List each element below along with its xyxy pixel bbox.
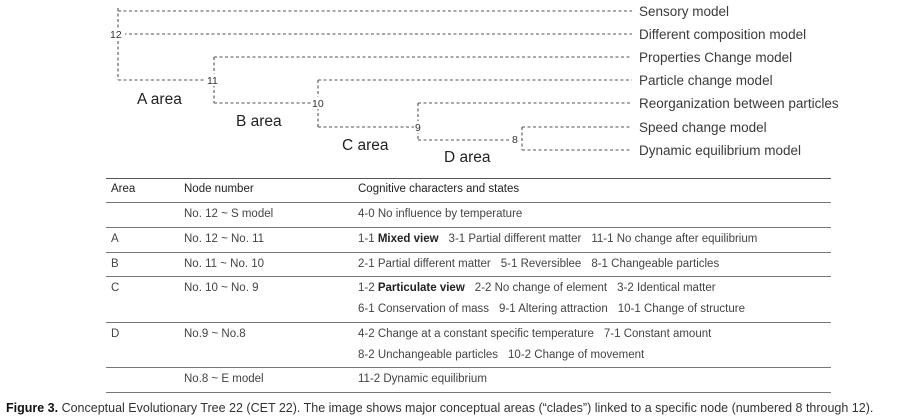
cognitive-item <box>501 258 582 270</box>
cognitive-code: 9-1 <box>499 303 516 315</box>
cell-cognitive-line <box>358 328 721 340</box>
cognitive-text: Conservation of mass <box>377 303 490 315</box>
cognitive-item <box>449 233 582 245</box>
cognitive-item <box>358 303 489 315</box>
table-body <box>106 203 831 393</box>
cell-cognitive-line <box>358 282 726 294</box>
area-label-d: D area <box>444 149 491 166</box>
cell-cognitive-line <box>358 349 654 361</box>
cognitive-text: Partial different matter <box>468 233 582 245</box>
cell-cognitive-line <box>358 303 755 315</box>
cognitive-code: 8-1 <box>591 258 608 270</box>
table-row <box>106 368 831 393</box>
cognitive-item <box>508 349 644 361</box>
leaf-reorganization-model: Reorganization between particles <box>639 96 839 111</box>
cognitive-text: Partial different matter <box>377 258 491 270</box>
cell-area: D <box>111 328 120 340</box>
cell-cognitive-line <box>358 373 497 385</box>
cell-node-number: No. 12 ~ No. 11 <box>184 233 265 245</box>
header-area: Area <box>111 183 136 195</box>
cognitive-text: Unchangeable particles <box>377 349 499 361</box>
area-label-b: B area <box>236 113 282 130</box>
table-row <box>106 228 831 253</box>
table-row <box>106 253 831 277</box>
cognitive-code: 2-1 <box>358 258 375 270</box>
cognitive-text: Change of movement <box>534 349 645 361</box>
area-label-c: C area <box>342 137 389 154</box>
leaf-particle-change-model: Particle change model <box>639 73 773 88</box>
cognitive-code: 5-1 <box>500 258 518 270</box>
cell-node-number: No. 12 ~ S model <box>184 208 274 220</box>
cognitive-item <box>604 328 711 340</box>
table-header-row <box>106 178 831 203</box>
cognitive-text: Change at a constant specific temperature <box>377 328 594 340</box>
cell-cognitive-line <box>358 233 767 245</box>
cognitive-code: 3-2 <box>617 282 634 294</box>
cognitive-item <box>499 303 608 315</box>
cognitive-code: 11-2 <box>358 373 381 385</box>
cell-node-number: No.8 ~ E model <box>184 373 264 385</box>
cognitive-code: 1-2 <box>358 282 375 294</box>
cognitive-item <box>358 328 594 340</box>
cognitive-code: 6-1 <box>358 303 375 315</box>
cell-node-number: No. 11 ~ No. 10 <box>184 258 265 270</box>
cognitive-item <box>358 208 522 220</box>
cognitive-text: Constant amount <box>623 328 712 340</box>
cognitive-text: Changeable particles <box>611 258 720 270</box>
cell-cognitive-line <box>358 258 729 270</box>
leaf-properties-change-model: Properties Change model <box>639 50 793 65</box>
cognitive-text: No change of element <box>494 282 608 294</box>
cognitive-item <box>358 233 439 245</box>
cognitive-item <box>475 282 607 294</box>
cognitive-code: 7-1 <box>603 328 621 340</box>
cognitive-text: Identical matter <box>636 282 716 294</box>
cell-node-number: No.9 ~ No.8 <box>184 328 246 340</box>
area-label-a: A area <box>137 91 182 108</box>
cell-area: B <box>111 258 119 270</box>
cognitive-text: No influence by temperature <box>377 208 523 220</box>
node-label-12: 12 <box>110 29 122 41</box>
leaf-dynamic-equilibrium-model: Dynamic equilibrium model <box>639 143 802 158</box>
cognitive-code: 8-2 <box>358 349 375 361</box>
table-row <box>106 203 831 228</box>
cell-cognitive-line <box>358 208 532 220</box>
node-label-9: 9 <box>415 122 421 134</box>
node-label-10: 10 <box>312 98 324 110</box>
cognitive-code: 10-2 <box>508 349 532 361</box>
cognitive-code: 1-1 <box>358 233 375 245</box>
figure-caption <box>6 401 906 415</box>
cognitive-text: No change after equilibrium <box>616 233 758 245</box>
cognitive-text: Altering attraction <box>518 303 608 315</box>
cognitive-code: 11-1 <box>591 233 614 245</box>
table-row <box>106 323 831 368</box>
cognitive-item <box>617 282 715 294</box>
evolutionary-tree-diagram <box>0 0 906 170</box>
cognitive-code: 4-0 <box>358 208 375 220</box>
cognitive-item <box>591 258 719 270</box>
cognitive-text: Particulate view <box>377 282 465 294</box>
caption-text: Conceptual Evolutionary Tree 22 (CET 22). The image shows major conceptual areas (“clades”) linked to a specific node (numbered 8 through 12). <box>61 401 874 415</box>
cognitive-item <box>591 233 757 245</box>
table-row <box>106 277 831 323</box>
cognitive-code: 10-1 <box>617 303 641 315</box>
cognitive-states-table <box>106 178 831 393</box>
node-label-8: 8 <box>512 134 518 146</box>
header-node-number: Node number <box>184 183 254 195</box>
cognitive-text: Reversiblee <box>520 258 582 270</box>
cognitive-text: Mixed view <box>377 233 439 245</box>
node-label-11: 11 <box>207 75 218 87</box>
cognitive-item <box>358 258 491 270</box>
caption-label: Figure 3. <box>6 401 59 415</box>
cell-area: C <box>111 282 120 294</box>
cell-node-number: No. 10 ~ No. 9 <box>184 282 259 294</box>
cognitive-item <box>358 349 498 361</box>
cognitive-item <box>358 282 465 294</box>
cognitive-item <box>358 373 487 385</box>
cognitive-code: 3-1 <box>448 233 466 245</box>
cognitive-item <box>618 303 745 315</box>
cognitive-code: 2-2 <box>474 282 492 294</box>
cognitive-text: Change of structure <box>643 303 745 315</box>
leaf-different-composition-model: Different composition model <box>639 27 807 42</box>
leaf-speed-change-model: Speed change model <box>639 120 767 135</box>
cognitive-text: Dynamic equilibrium <box>383 373 487 385</box>
leaf-sensory-model: Sensory model <box>639 4 730 19</box>
cell-area: A <box>111 233 119 245</box>
header-cognitive: Cognitive characters and states <box>358 183 520 195</box>
cognitive-code: 4-2 <box>358 328 375 340</box>
